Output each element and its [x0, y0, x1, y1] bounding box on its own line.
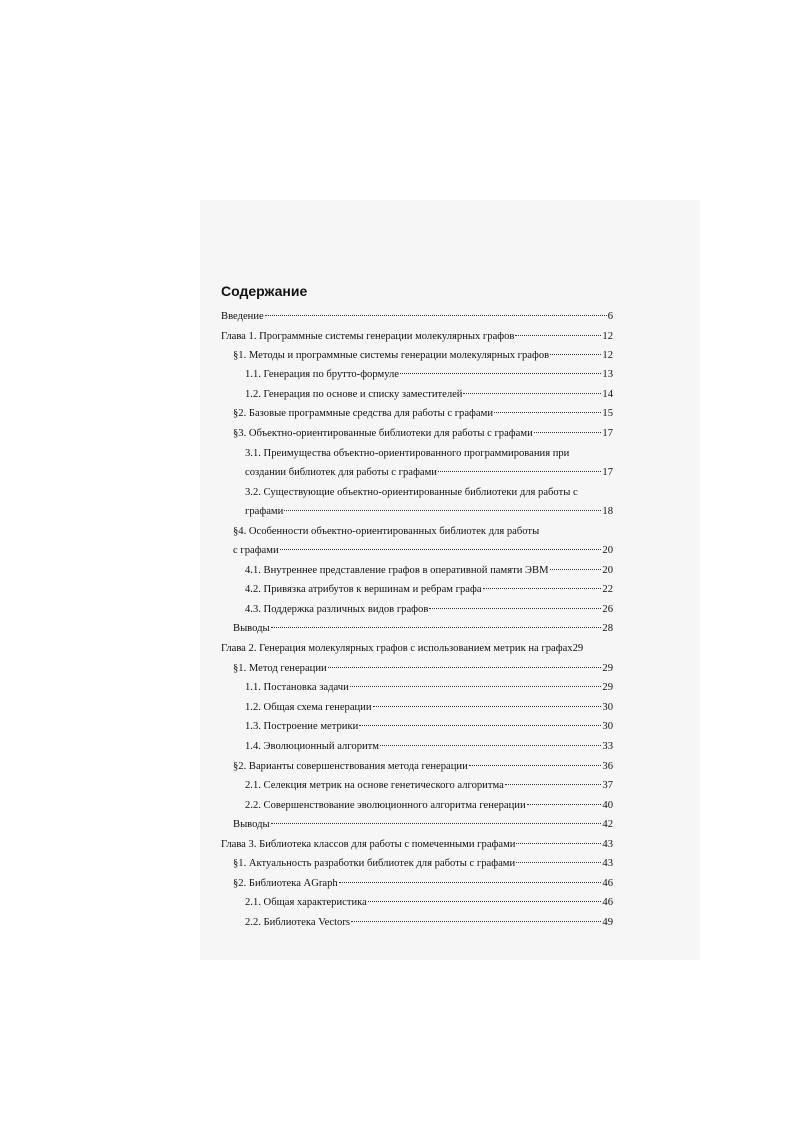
toc-entry-text: §4. Особенности объектно-ориентированных библиотек для работы: [233, 526, 540, 537]
toc-entry-page: 29: [602, 682, 613, 693]
toc-entry-page: 15: [602, 408, 613, 419]
toc-entry-page: 42: [602, 819, 613, 830]
toc-entry-text: Выводы: [233, 819, 270, 830]
toc-entry-page: 12: [602, 331, 613, 342]
toc-entry-ch2-sec1: [233, 662, 613, 676]
toc-entry-text: Введение: [221, 311, 264, 322]
toc-entry-page: 37: [602, 780, 613, 791]
toc-entry-ch3-2-1: [245, 896, 613, 910]
toc-entry-text: §3. Объектно-ориентированные библиотеки для работы с графами: [233, 428, 533, 439]
toc-entry-text: 2.2. Библиотека Vectors: [245, 917, 350, 928]
toc-entry-intro: [221, 310, 613, 324]
toc-entry-page: 22: [602, 584, 613, 595]
toc-entry-text: 4.3. Поддержка различных видов графов: [245, 604, 429, 615]
toc-entry-text: §2. Базовые программные средства для работы с графами: [233, 408, 493, 419]
toc-entry-chapter-2: [221, 642, 613, 656]
toc-entry-page: 28: [602, 623, 613, 634]
toc-entry-ch1-1-1: [245, 368, 613, 382]
toc-entry-ch1-sec4-line2: [233, 544, 613, 558]
toc-entry-text: 4.2. Привязка атрибутов к вершинам и ребрам графа: [245, 584, 482, 595]
toc-entry-ch1-3-1-line1: [245, 447, 613, 461]
toc-entry-ch2-1-3: [245, 720, 613, 734]
toc-entry-text: 1.2. Общая схема генерации: [245, 702, 372, 713]
toc-entry-page: 33: [602, 741, 613, 752]
toc-entry-text: §1. Метод генерации: [233, 663, 327, 674]
toc-entry-chapter-1: [221, 330, 613, 344]
toc-entry-page: 14: [602, 389, 613, 400]
toc-entry-page: 40: [602, 800, 613, 811]
toc-entry-page: 29: [602, 663, 613, 674]
toc-entry-text: Выводы: [233, 623, 270, 634]
toc-entry-text: 2.1. Селекция метрик на основе генетического алгоритма: [245, 780, 504, 791]
toc-entry-ch3-sec1: [233, 857, 613, 871]
toc-entry-ch1-1-2: [245, 388, 613, 402]
toc-entry-ch3-2-2: [245, 916, 613, 930]
toc-entry-text: создании библиотек для работы с графами: [245, 467, 437, 478]
toc-entry-text: §1. Актуальность разработки библиотек для работы с графами: [233, 858, 516, 869]
toc-entry-text: 1.1. Генерация по брутто-формуле: [245, 369, 400, 380]
toc-entry-ch1-sec2: [233, 407, 613, 421]
toc-entry-text: 3.1. Преимущества объектно-ориентированного программирования при: [245, 448, 570, 459]
toc-entry-ch1-4-1: [245, 564, 613, 578]
toc-entry-page: 20: [602, 545, 613, 556]
toc-entry-page: 30: [602, 702, 613, 713]
page-title: Содержание: [221, 283, 308, 299]
toc-entry-text: 1.2. Генерация по основе и списку заместителей: [245, 389, 463, 400]
toc-entry-page: 43: [602, 858, 613, 869]
toc-entry-ch3-sec2: [233, 877, 613, 891]
toc-entry-text: 2.2. Совершенствование эволюционного алгоритма генерации: [245, 800, 526, 811]
toc-entry-page: 29: [572, 643, 584, 654]
toc-entry-ch2-2-2: [245, 799, 613, 813]
toc-entry-text: Глава 2. Генерация молекулярных графов с использованием метрик на графах: [221, 643, 573, 654]
toc-entry-ch1-3-1-line2: [245, 466, 613, 480]
toc-entry-ch1-4-2: [245, 583, 613, 597]
toc-entry-ch1-sec3: [233, 427, 613, 441]
toc-entry-ch2-conclusions: [233, 818, 613, 832]
toc-entry-ch2-1-1: [245, 681, 613, 695]
toc-entry-ch1-4-3: [245, 603, 613, 617]
toc-entry-text: 2.1. Общая характеристика: [245, 897, 367, 908]
toc-entry-text: 3.2. Существующие объектно-ориентированные библиотеки для работы с: [245, 487, 578, 498]
toc-entry-text: 1.1. Постановка задачи: [245, 682, 349, 693]
toc-entry-page: 36: [602, 761, 613, 772]
toc-entry-ch1-3-2-line2: [245, 505, 613, 519]
toc-entry-text: графами: [245, 506, 284, 517]
toc-entry-page: 46: [602, 897, 613, 908]
toc-entry-page: 46: [602, 878, 613, 889]
toc-entry-ch1-conclusions: [233, 622, 613, 636]
toc-entry-text: 1.4. Эволюционный алгоритм: [245, 741, 379, 752]
toc-entry-text: 4.1. Внутреннее представление графов в оперативной памяти ЭВМ: [245, 565, 549, 576]
toc-entry-text: Глава 3. Библиотека классов для работы с помеченными графами: [221, 839, 516, 850]
toc-entry-page: 43: [602, 839, 613, 850]
toc-entry-text: 1.3. Построение метрики: [245, 721, 359, 732]
toc-entry-page: 30: [602, 721, 613, 732]
toc-entry-text: с графами: [233, 545, 279, 556]
toc-entry-ch1-sec1: [233, 349, 613, 363]
toc-entry-page: 18: [602, 506, 613, 517]
toc-entry-page: 17: [602, 467, 613, 478]
toc-entry-chapter-3: [221, 838, 613, 852]
toc-entry-page: 26: [602, 604, 613, 615]
toc-entry-ch2-sec2: [233, 760, 613, 774]
toc-entry-page: 17: [602, 428, 613, 439]
toc-entry-page: 12: [602, 350, 613, 361]
toc-entry-ch2-1-4: [245, 740, 613, 754]
toc-entry-ch2-1-2: [245, 701, 613, 715]
toc-entry-page: 6: [607, 311, 613, 322]
toc-entry-ch1-3-2-line1: [245, 486, 613, 500]
toc-entry-text: Глава 1. Программные системы генерации молекулярных графов: [221, 331, 515, 342]
toc-entry-page: 13: [602, 369, 613, 380]
toc-entry-text: §2. Библиотека AGraph: [233, 878, 338, 889]
toc-entry-ch1-sec4-line1: [233, 525, 613, 539]
toc-entry-ch2-2-1: [245, 779, 613, 793]
toc-entry-page: 49: [602, 917, 613, 928]
toc-entry-text: §2. Варианты совершенствования метода генерации: [233, 761, 468, 772]
toc-entry-page: 20: [602, 565, 613, 576]
toc-entry-text: §1. Методы и программные системы генерации молекулярных графов: [233, 350, 550, 361]
